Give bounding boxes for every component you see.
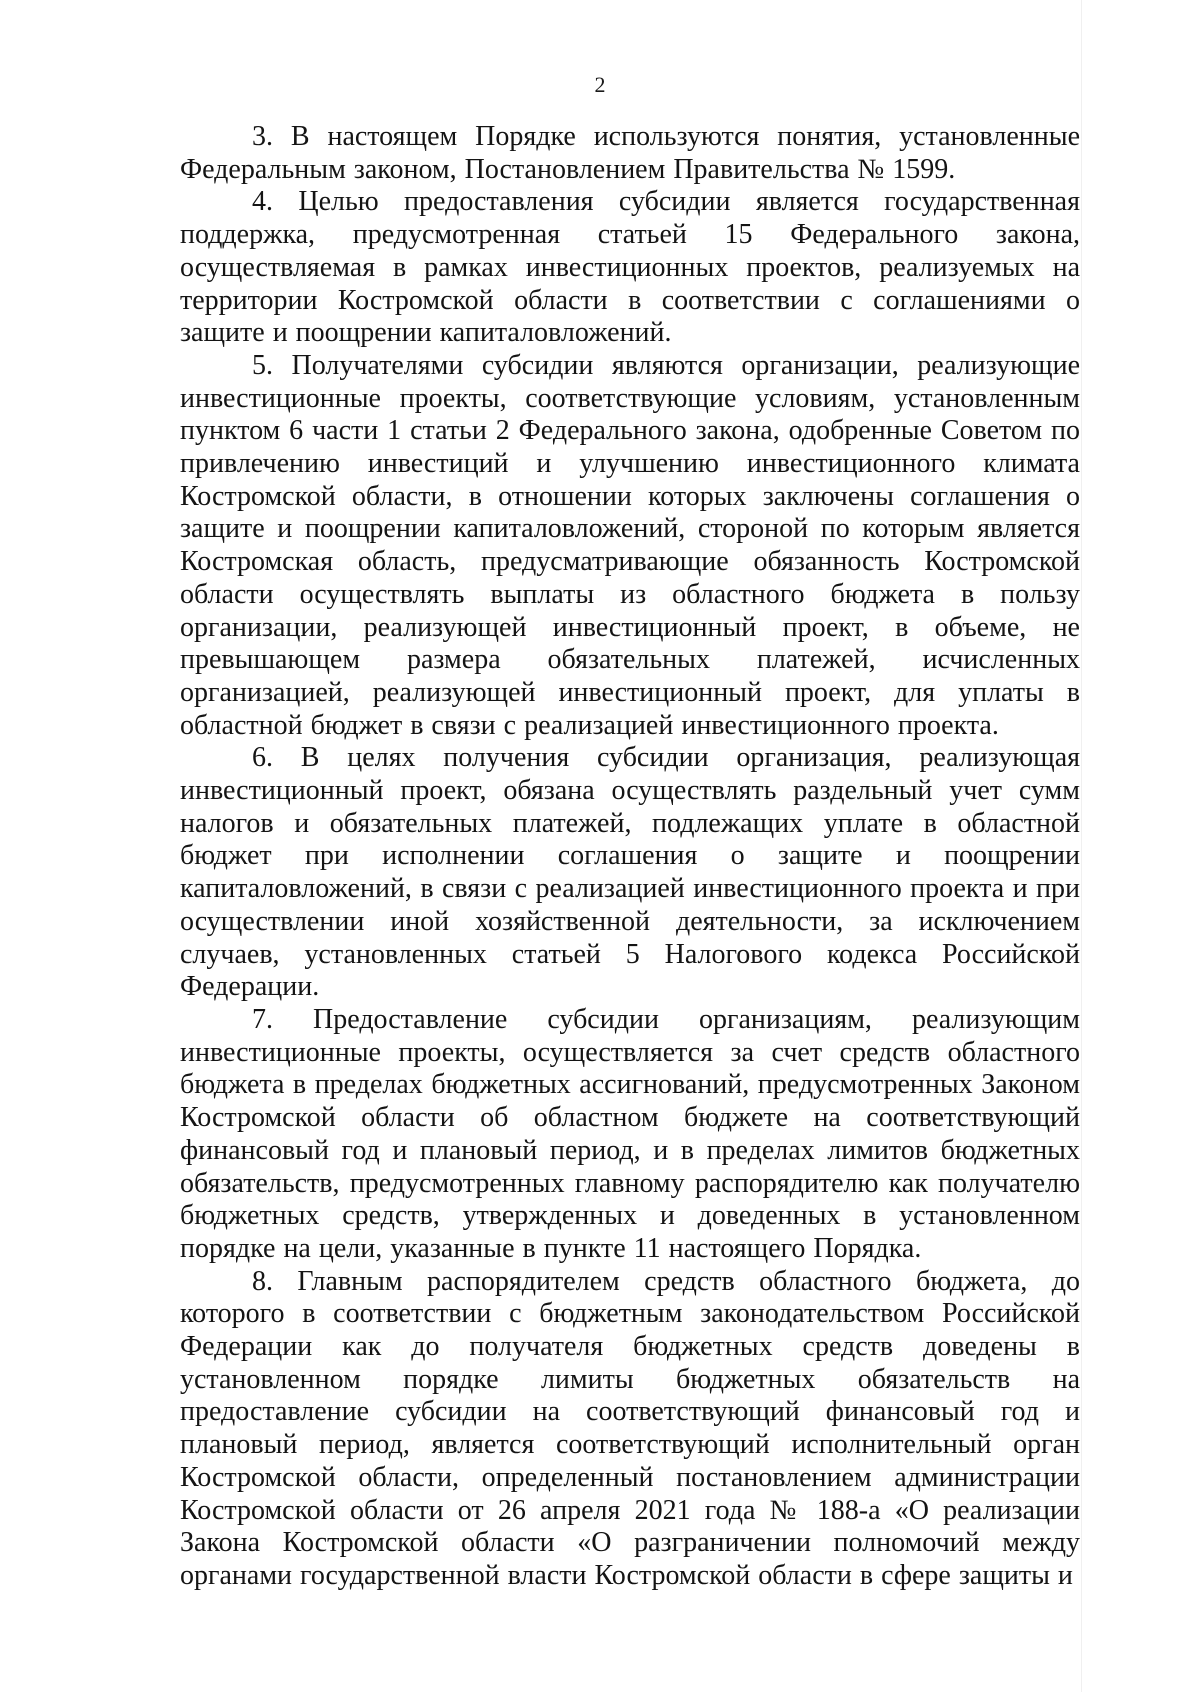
scan-edge-line: [1081, 0, 1082, 1692]
paragraph-6: 6. В целях получения субсидии организация, реализующая инвестиционный проект, обязана осуществлять раздельный учет сумм налогов и обязательных платежей, подлежащих уплате в областной бюджет при исполнении соглашения о защите и поощрении капиталовложений, в связи с реализацией инвестиционного проекта и при осуществлении иной хозяйственной деятельности, за исключением случаев, установленных статьей 5 Налогового кодекса Российской Федерации.: [180, 742, 1080, 1003]
document-body: [180, 121, 1080, 1593]
paragraph-5: 5. Получателями субсидии являются организации, реализующие инвестиционные проекты, соответствующие условиям, установленным пунктом 6 части 1 статьи 2 Федерального закона, одобренные Советом по привлечению инвестиций и улучшению инвестиционного климата Костромской области, в отношении которых заключены соглашения о защите и поощрении капиталовложений, стороной по которым является Костромская область, предусматривающие обязанность Костромской области осуществлять выплаты из областного бюджета в пользу организации, реализующей инвестиционный проект, в объеме, не превышающем размера обязательных платежей, исчисленных организацией, реализующей инвестиционный проект, для уплаты в областной бюджет в связи с реализацией инвестиционного проекта.: [180, 349, 1080, 741]
paragraph-3: 3. В настоящем Порядке используются понятия, установленные Федеральным законом, Постановлением Правительства № 1599.: [180, 121, 1080, 185]
paragraph-7: 7. Предоставление субсидии организациям, реализующим инвестиционные проекты, осуществляется за счет средств областного бюджета в пределах бюджетных ассигнований, предусмотренных Законом Костромской области об областном бюджете на соответствующий финансовый год и плановый период, и в пределах лимитов бюджетных обязательств, предусмотренных главному распорядителю как получателю бюджетных средств, утвержденных и доведенных в установленном порядке на цели, указанные в пункте 11 настоящего Порядка.: [180, 1003, 1080, 1264]
page-number: 2: [594, 72, 606, 97]
paragraph-4: 4. Целью предоставления субсидии является государственная поддержка, предусмотренная статьей 15 Федерального закона, осуществляемая в рамках инвестиционных проектов, реализуемых на территории Костромской области в соответствии с соглашениями о защите и поощрении капиталовложений.: [180, 186, 1080, 349]
paragraph-8: 8. Главным распорядителем средств областного бюджета, до которого в соответствии с бюджетным законодательством Российской Федерации как до получателя бюджетных средств доведены в установленном порядке лимиты бюджетных обязательств на предоставление субсидии на соответствующий финансовый год и плановый период, является соответствующий исполнительный орган Костромской области, определенный постановлением администрации Костромской области от 26 апреля 2021 года № 188-а «О реализации Закона Костромской области «О разграничении полномочий между органами государственной власти Костромской области в сфере защиты и: [180, 1265, 1080, 1591]
